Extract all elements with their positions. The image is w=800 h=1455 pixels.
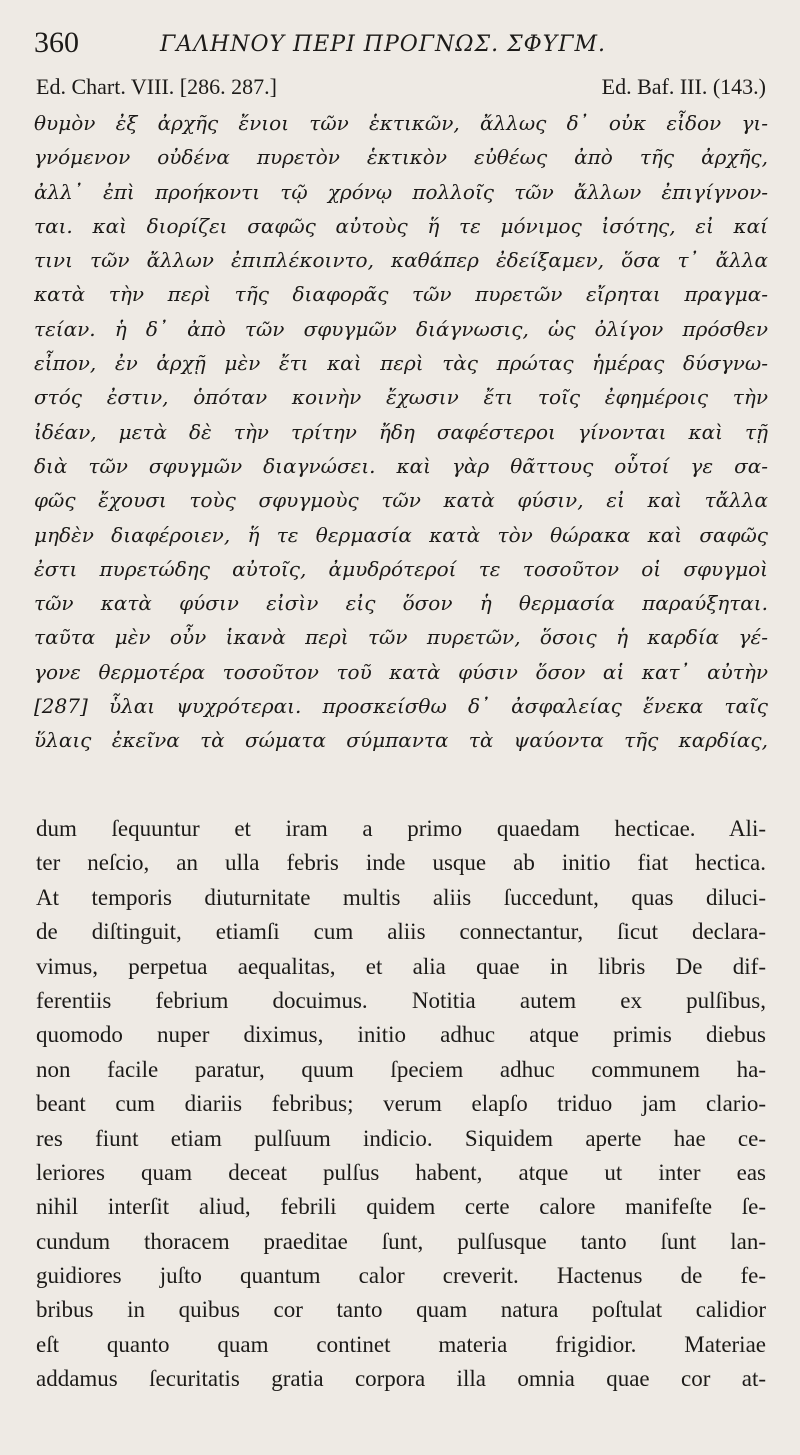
greek-text-line: μηδὲν διαφέροιεν, ἥ τε θερμασία κατὰ τὸν θώρακα καὶ σαφῶς [34,522,768,547]
edition-chart-reference: Ed. Chart. VIII. [286. 287.] [36,74,277,99]
latin-text-line: nihil interſit aliud, febrili quidem certe calore manifeſte ſe- [36,1194,766,1220]
edition-reference-line [36,74,766,104]
greek-text-line: κατὰ τὴν περὶ τῆς διαφορᾶς τῶν πυρετῶν εἴρηται πραγμα- [34,282,768,307]
greek-text-line: φῶς ἔχουσι τοὺς σφυγμοὺς τῶν κατὰ φύσιν, εἰ καὶ τἄλλα [34,488,768,513]
latin-text-line: vimus, perpetua aequalitas, et alia quae in libris De dif- [36,953,766,979]
greek-text-line: διὰ τῶν σφυγμῶν διαγνώσει. καὶ γὰρ θᾶττους οὗτοί γε σα- [34,453,768,478]
greek-text-line: γνόμενον οὐδένα πυρετὸν ἑκτικὸν εὐθέως ἀπὸ τῆς ἀρχῆς, [34,145,768,170]
latin-text-line: guidiores juſto quantum calor creverit. Hactenus de fe- [36,1263,766,1289]
greek-text-line: τῶν κατὰ φύσιν εἰσὶν εἰς ὅσον ἡ θερμασία παραύξηται. [34,591,768,616]
greek-text-line: ὕλαις ἐκεῖνα τὰ σώματα σύμπαντα τὰ ψαύοντα τῆς καρδίας, [34,728,768,753]
latin-text-block [36,812,766,1397]
latin-text-line: quomodo nuper diximus, initio adhuc atque primis diebus [36,1022,766,1048]
greek-text-line: τινι τῶν ἄλλων ἐπιπλέκοιντο, καθάπερ ἐδείξαμεν, ὅσα τ᾽ ἄλλα [34,248,768,273]
latin-text-line: bribus in quibus cor tanto quam natura poſtulat calidior [36,1297,766,1323]
page-number: 360 [34,26,79,59]
page-header [34,26,774,66]
greek-text-line: γονε θερμοτέρα τοσοῦτον τοῦ κατὰ φύσιν ὅσον αἱ κατ᾽ αὐτὴν [34,659,768,684]
latin-text-line: eſt quanto quam continet materia frigidior. Materiae [36,1331,766,1357]
latin-text-line: res fiunt etiam pulſuum indicio. Siquidem aperte hae ce- [36,1125,766,1151]
latin-text-line: dum ſequuntur et iram a primo quaedam hecticae. Ali- [36,816,766,841]
latin-text-line: leriores quam deceat pulſus habent, atque ut inter eas [36,1159,766,1185]
greek-text-block [34,106,768,758]
latin-text-line: beant cum diariis febribus; verum elapſo triduo jam clario- [36,1091,766,1117]
greek-text-line: τείαν. ἡ δ᾽ ἀπὸ τῶν σφυγμῶν διάγνωσις, ὡς ὀλίγον πρόσθεν [34,316,768,341]
latin-text-line: de diſtinguit, etiamſi cum aliis connectantur, ſicut declara- [36,919,766,945]
greek-text-line: ται. καὶ διορίζει σαφῶς αὐτοὺς ἥ τε μόνιμος ἰσότης, εἰ καί [34,213,768,238]
greek-text-line: ἐστι πυρετώδης αὐτοῖς, ἀμυδρότεροί τε τοσοῦτον οἱ σφυγμοὶ [34,556,768,581]
greek-text-line: εἶπον, ἐν ἀρχῇ μὲν ἔτι καὶ περὶ τὰς πρώτας ἡμέρας δύσγνω- [34,351,768,376]
latin-text-line: At temporis diuturnitate multis aliis ſuccedunt, quas diluci- [36,884,766,910]
greek-text-line: [287] ὗλαι ψυχρότεραι. προσκείσθω δ᾽ ἀσφαλείας ἕνεκα ταῖς [34,694,768,719]
greek-text-line: θυμὸν ἐξ ἀρχῆς ἔνιοι τῶν ἑκτικῶν, ἄλλως δ᾽ οὐκ εἶδον γι- [34,111,768,135]
greek-text-line: ἀλλ᾽ ἐπὶ προήκοντι τῷ χρόνῳ πολλοῖς τῶν ἄλλων ἐπιγίγνον- [34,179,768,204]
greek-text-line: στός ἐστιν, ὁπόταν κοινὴν ἔχωσιν ἔτι τοῖς ἐφημέροις τὴν [34,385,768,410]
greek-text-line: ἰδέαν, μετὰ δὲ τὴν τρίτην ἤδη σαφέστεροι γίνονται καὶ τῇ [34,419,768,444]
latin-text-line: ferentiis febrium docuimus. Notitia autem ex pulſibus, [36,987,766,1013]
latin-text-line: ter neſcio, an ulla febris inde usque ab initio fiat hectica. [36,850,766,876]
latin-text-line: non facile paratur, quum ſpeciem adhuc communem ha- [36,1056,766,1082]
latin-text-line: cundum thoracem praeditae ſunt, pulſusque tanto ſunt lan- [36,1228,766,1254]
greek-text-line: ταῦτα μὲν οὖν ἱκανὰ περὶ τῶν πυρετῶν, ὅσοις ἡ καρδία γέ- [34,625,768,650]
running-title: ΓΑΛΗΝΟΥ ΠΕΡΙ ΠΡΟΓΝΩΣ. ΣΦΥΓΜ. [160,32,606,57]
edition-basel-reference: Ed. Baf. III. (143.) [601,74,766,99]
latin-text-line: addamus ſecuritatis gratia corpora illa omnia quae cor at- [36,1366,766,1392]
